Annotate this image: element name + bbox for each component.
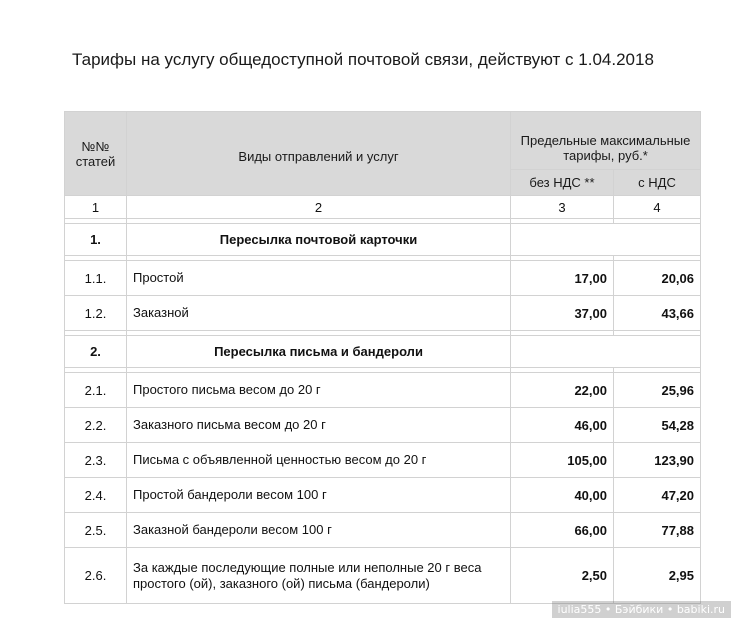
table-row <box>65 548 701 604</box>
section-row <box>65 336 701 368</box>
price-with-vat: 43,66 <box>614 296 701 331</box>
item-description: Простой <box>127 261 511 296</box>
table-row <box>65 478 701 513</box>
price-without-vat: 105,00 <box>511 443 614 478</box>
price-with-vat: 54,28 <box>614 408 701 443</box>
price-without-vat: 2,50 <box>511 548 614 604</box>
price-without-vat: 66,00 <box>511 513 614 548</box>
price-with-vat: 77,88 <box>614 513 701 548</box>
header-max-tariffs: Предельные максимальные тарифы, руб.* <box>511 112 701 170</box>
item-number: 2.6. <box>65 548 127 604</box>
price-with-vat: 123,90 <box>614 443 701 478</box>
document-title: Тарифы на услугу общедоступной почтовой связи, действуют с 1.04.2018 <box>72 50 654 69</box>
item-number: 2.3. <box>65 443 127 478</box>
table-row <box>65 408 701 443</box>
column-number: 1 <box>65 196 127 219</box>
table-row <box>65 513 701 548</box>
price-without-vat: 37,00 <box>511 296 614 331</box>
item-description: За каждые последующие полные или неполные 20 г веса простого (ой), заказного (ой) письма (бандероли) <box>127 548 511 604</box>
item-description: Письма с объявленной ценностью весом до 20 г <box>127 443 511 478</box>
price-without-vat: 40,00 <box>511 478 614 513</box>
section-title: Пересылка почтовой карточки <box>127 224 511 256</box>
item-description: Заказной <box>127 296 511 331</box>
section-number: 2. <box>65 336 127 368</box>
item-number: 1.2. <box>65 296 127 331</box>
item-number: 2.1. <box>65 373 127 408</box>
column-number: 4 <box>614 196 701 219</box>
table-row <box>65 261 701 296</box>
column-number: 3 <box>511 196 614 219</box>
price-without-vat: 46,00 <box>511 408 614 443</box>
item-number: 2.5. <box>65 513 127 548</box>
header-with-vat: с НДС <box>614 170 701 196</box>
header-service-types: Виды отправлений и услуг <box>127 112 511 196</box>
price-without-vat: 22,00 <box>511 373 614 408</box>
section-number: 1. <box>65 224 127 256</box>
price-with-vat: 20,06 <box>614 261 701 296</box>
header-without-vat: без НДС ** <box>511 170 614 196</box>
item-number: 2.4. <box>65 478 127 513</box>
price-with-vat: 2,95 <box>614 548 701 604</box>
column-number: 2 <box>127 196 511 219</box>
tariff-table <box>64 111 701 604</box>
table-header-row <box>65 112 701 170</box>
watermark: iulia555 • Бэйбики • babiki.ru <box>552 601 731 618</box>
column-number-row <box>65 196 701 219</box>
item-description: Простого письма весом до 20 г <box>127 373 511 408</box>
item-number: 1.1. <box>65 261 127 296</box>
price-with-vat: 25,96 <box>614 373 701 408</box>
item-description: Заказной бандероли весом 100 г <box>127 513 511 548</box>
section-title: Пересылка письма и бандероли <box>127 336 511 368</box>
section-row <box>65 224 701 256</box>
item-number: 2.2. <box>65 408 127 443</box>
header-article-number: №№ статей <box>65 112 127 196</box>
item-description: Заказного письма весом до 20 г <box>127 408 511 443</box>
price-with-vat: 47,20 <box>614 478 701 513</box>
table-row <box>65 373 701 408</box>
table-row <box>65 443 701 478</box>
item-description: Простой бандероли весом 100 г <box>127 478 511 513</box>
price-without-vat: 17,00 <box>511 261 614 296</box>
table-row <box>65 296 701 331</box>
